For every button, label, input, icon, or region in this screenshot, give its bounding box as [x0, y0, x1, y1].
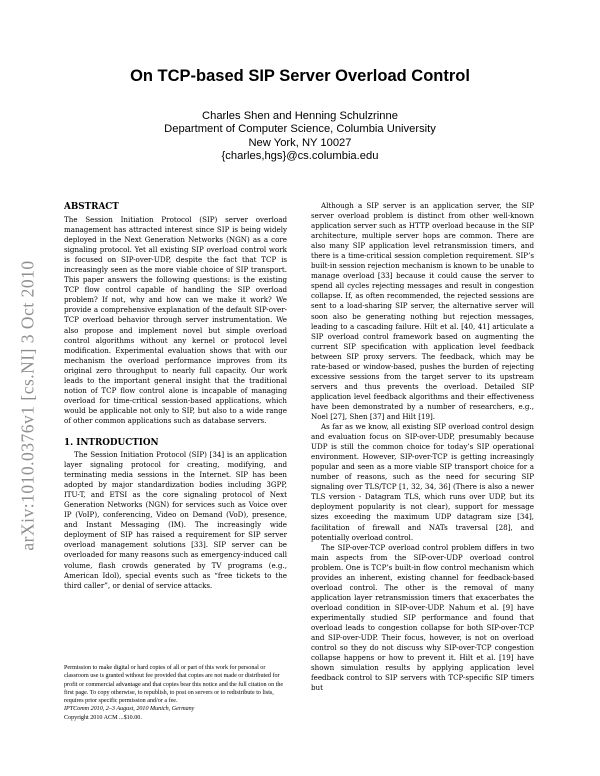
permission-notice — [64, 664, 287, 722]
abstract-heading: ABSTRACT — [64, 202, 119, 212]
introduction-heading: 1. INTRODUCTION — [64, 437, 159, 448]
copyright-line: Copyright 2010 ACM ...$10.00. — [64, 714, 142, 721]
paper-title: On TCP-based SIP Server Overload Control — [130, 67, 470, 85]
introduction-text: The Session Initiation Protocol (SIP) [34] is an application layer signaling protocol for creating, modifying, and terminating media sessions in the Internet. SIP has been adopted by major standardization bodies including 3GPP, ITU-T, and ETSI as the core signaling protocol of Next Generation Networks (NGN) for services such as Voice over IP (VoIP), conferencing, Video on Demand (VoD), presence, and Instant Messaging (IM). The increasingly wide deployment of SIP has raised a requirement for SIP server overload management solutions [33]. SIP server can be overloaded for many reasons such as emergency-induced call volume, flash crowds generated by TV programs (e.g., American Idol), special events such as “free tickets to the third caller”, or denial of service attacks. — [64, 449, 287, 590]
arxiv-stamp-text: arXiv:1010.0376v1 [cs.NI] 3 Oct 2010 — [17, 259, 38, 551]
author-block — [0, 110, 600, 163]
author-affiliation: Department of Computer Science, Columbia University — [164, 123, 436, 136]
left-column — [64, 201, 287, 591]
arxiv-stamp — [8, 210, 48, 600]
permission-text: Permission to make digital or hard copies of all or part of this work for personal or classroom use is granted without fee provided that copies are not made or distributed for profit or commercial advantage and that copies bear this notice and the full citation on the first page. To copy otherwise, to republish, to post on servers or to redistribute to lists, requires prior specific permission and/or a fee. — [64, 665, 284, 705]
author-names: Charles Shen and Henning Schulzrinne — [202, 110, 398, 122]
body-paragraph: Although a SIP server is an application server, the SIP server overload problem is distinct from other well-known application server such as HTTP overload because in the SIP architecture, multiple server hops are common. There are also many SIP application level retransmission timers, and there is a time-critical session completion requirement. SIP’s built-in session rejection mechanism is known to be unable to manage overload [33] because it could cause the server to spend all cycles rejecting messages and result in congestion collapse. If, as often recommended, the rejected sessions are sent to a load-sharing SIP server, the alternative server will soon also be generating nothing but rejection messages, leading to a cascading failure. Hilt et al. [40, 41] articulate a SIP overload control framework based on augmenting the current SIP specification with application level feedback between SIP proxy servers. The feedback, which may be rate-based or window-based, pushes the burden of rejecting excessive sessions from the target server to its upstream servers and thus prevents the overload. Detailed SIP application level feedback algorithms and their effectiveness have been demonstrated by a number of researchers, e.g., Noel [27], Shen [37] and Hilt [19]. — [311, 201, 534, 421]
body-paragraph: As far as we know, all existing SIP overload control design and evaluation focus on SIP-over-UDP, presumably because UDP is still the common choice for today’s SIP operational environment. However, SIP-over-TCP is getting increasingly popular and seen as a more viable SIP transport choice for a number of reasons, such as the need for securing SIP signaling over TLS/TCP [1, 32, 34, 36] (There is also a newer TLS version - Datagram TLS, which runs over UDP, but its deployment popularity is not clear), support for message sizes exceeding the maximum UDP datagram size [34], facilitation of firewall and NATs traversal [28], and potentially overload control. — [311, 422, 534, 542]
abstract-text: The Session Initiation Protocol (SIP) server overload management has attracted interest since SIP is being widely deployed in the Next Generation Networks (NGN) as a core signaling protocol. Yet all existing SIP overload control work is focused on SIP-over-UDP, despite the fact that TCP is increasingly seen as the more viable choice of SIP transport. This paper answers the following questions: is the existing TCP flow control capable of handling the SIP overload problem? If not, why and how can we make it work? We provide a comprehensive explanation of the default SIP-over-TCP overload behavior through server instrumentation. We also propose and implement novel but simple overload control algorithms without any kernel or protocol level modification. Experimental evaluation shows that with our mechanism the overload performance improves from its original zero throughput to nearly full capacity. Our work leads to the important general insight that the traditional notion of TCP flow control alone is incapable of managing overload for time-critical session-based applications, which would be applicable not only to SIP, but also to a wide range of other common applications such as database servers. — [64, 215, 287, 425]
body-paragraph: The SIP-over-TCP overload control problem differs in two main aspects from the SIP-over-UDP overload control problem. One is TCP’s built-in flow control mechanism which provides an inherent, existing channel for feedback-based overload control. The other is the removal of many application layer retransmission timers that exacerbates the overload condition in SIP-over-UDP. Nahum et al. [9] have experimentally studied SIP performance and found that overload leads to congestion collapse for both SIP-over-TCP and SIP-over-UDP. Their focus, however, is not on overload control so they do not discuss why SIP-over-TCP congestion collapse happens or how to prevent it. Hilt et al. [19] have shown simulation results by applying application level feedback control to SIP servers with TCP-specific SIP timers but — [311, 542, 534, 693]
conference-info: IPTComm 2010, 2–3 August, 2010 Munich, Germany — [64, 706, 195, 713]
author-address: New York, NY 10027 — [248, 136, 352, 149]
author-email: {charles,hgs}@cs.columbia.edu — [221, 149, 379, 162]
right-column — [311, 201, 534, 693]
